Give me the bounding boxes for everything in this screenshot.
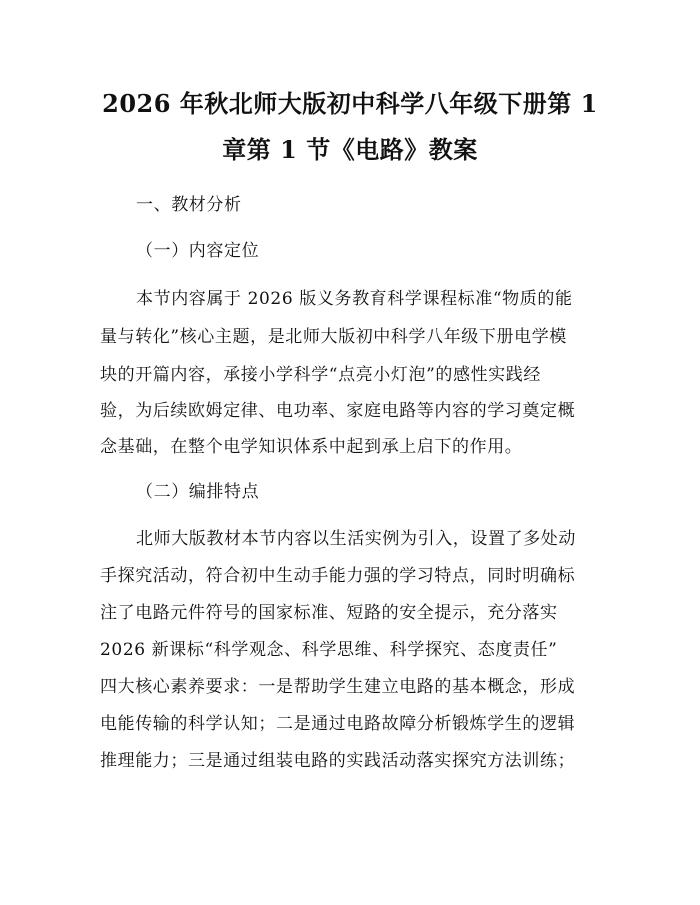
subsection-heading-layout-features: （二）编排特点	[136, 482, 260, 502]
paragraph-line: 电能传输的科学认知；二是通过电路故障分析锻炼学生的逻辑	[100, 714, 576, 734]
document-title-line-1: 2026 年秋北师大版初中科学八年级下册第 1	[102, 89, 598, 118]
document-title-line-2: 章第 1 节《电路》教案	[222, 135, 478, 164]
paragraph-line: 量与转化”核心主题，是北师大版初中科学八年级下册电学模	[100, 327, 567, 347]
subsection-heading-content-positioning: （一）内容定位	[136, 241, 260, 261]
paragraph-line: 念基础，在整个电学知识体系中起到承上启下的作用。	[100, 437, 523, 457]
paragraph-line: 四大核心素养要求：一是帮助学生建立电路的基本概念，形成	[100, 677, 576, 697]
paragraph-line: 推理能力；三是通过组装电路的实践活动落实探究方法训练；	[100, 751, 576, 771]
section-heading-textbook-analysis: 一、教材分析	[136, 195, 242, 215]
paragraph-line: 手探究活动，符合初中生动手能力强的学习特点，同时明确标	[100, 566, 576, 586]
paragraph-line: 本节内容属于 2026 版义务教育科学课程标准“物质的能	[136, 289, 573, 309]
paragraph-line: 2026 新课标“科学观念、科学思维、科学探究、态度责任”	[100, 640, 558, 660]
paragraph-line: 块的开篇内容，承接小学科学“点亮小灯泡”的感性实践经	[100, 365, 541, 385]
paragraph-line: 北师大版教材本节内容以生活实例为引入，设置了多处动	[136, 529, 576, 549]
paragraph-line: 验，为后续欧姆定律、电功率、家庭电路等内容的学习奠定概	[100, 401, 576, 421]
paragraph-line: 注了电路元件符号的国家标准、短路的安全提示，充分落实	[100, 603, 558, 623]
